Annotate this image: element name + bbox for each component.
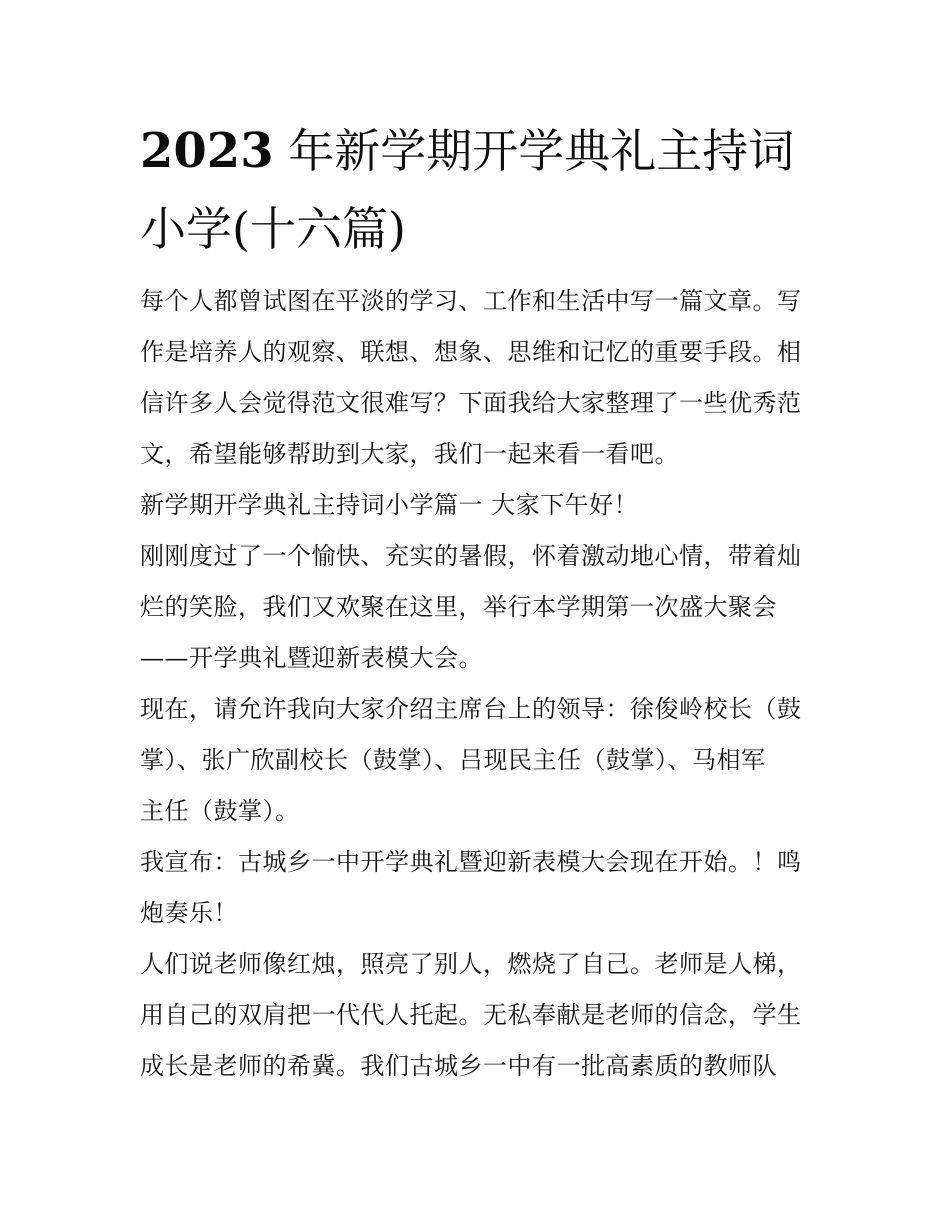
text-line: 主任（鼓掌）。 bbox=[140, 797, 300, 825]
text-line: 我宣布：古城乡一中开学典礼暨迎新表模大会现在开始。！鸣 bbox=[140, 848, 802, 876]
text-line: 信许多人会觉得范文很难写？下面我给大家整理了一些优秀范 bbox=[140, 389, 802, 417]
text-line: 文，希望能够帮助到大家，我们一起来看一看吧。 bbox=[140, 440, 679, 468]
text-line: 炮奏乐！ bbox=[140, 899, 238, 927]
paragraph-announce bbox=[140, 837, 815, 939]
text-line: 烂的笑脸，我们又欢聚在这里，举行本学期第一次盛大聚会 bbox=[140, 593, 777, 621]
paragraph-intro bbox=[140, 276, 815, 480]
document-body bbox=[140, 276, 815, 1092]
paragraph-introduce-leaders bbox=[140, 684, 815, 837]
title-line-1 bbox=[140, 112, 820, 190]
text-line: 人们说老师像红烛，照亮了别人，燃烧了自己。老师是人梯， bbox=[140, 950, 802, 978]
text-line: 用自己的双肩把一代代人托起。无私奉献是老师的信念，学生 bbox=[140, 1001, 802, 1029]
title-line-1-text: 年新学期开学典礼主持词 bbox=[273, 124, 795, 178]
title-line-2: 小学(十六篇) bbox=[140, 202, 406, 256]
text-line: 新学期开学典礼主持词小学篇一 大家下午好！ bbox=[140, 491, 639, 519]
paragraph-opening bbox=[140, 531, 815, 684]
text-line: 每个人都曾试图在平淡的学习、工作和生活中写一篇文章。写 bbox=[140, 287, 802, 315]
text-line: 作是培养人的观察、联想、想象、思维和记忆的重要手段。相 bbox=[140, 338, 802, 366]
text-line: 掌）、张广欣副校长（鼓掌）、吕现民主任（鼓掌）、马相军 bbox=[140, 746, 766, 774]
paragraph-teachers bbox=[140, 939, 815, 1092]
document-title bbox=[140, 112, 820, 268]
text-line: ——开学典礼暨迎新表模大会。 bbox=[140, 644, 483, 672]
paragraph-section-heading bbox=[140, 480, 815, 531]
title-year: 2023 bbox=[140, 123, 274, 179]
text-line: 刚刚度过了一个愉快、充实的暑假，怀着激动地心情，带着灿 bbox=[140, 542, 802, 570]
text-line: 现在，请允许我向大家介绍主席台上的领导：徐俊岭校长（鼓 bbox=[140, 695, 802, 723]
text-line: 成长是老师的希冀。我们古城乡一中有一批高素质的教师队 bbox=[140, 1052, 777, 1080]
